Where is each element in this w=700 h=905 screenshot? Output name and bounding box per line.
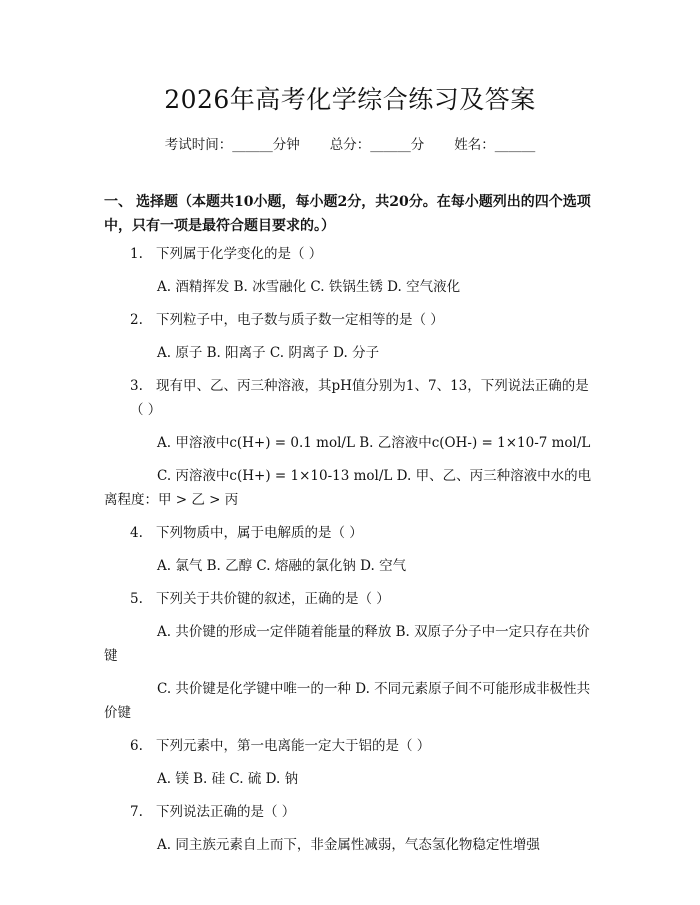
question-item xyxy=(104,308,598,332)
answer-options: A. 甲溶液中c(H+) = 0.1 mol/L B. 乙溶液中c(OH-) = 1×10-7 mol/L xyxy=(157,435,591,451)
question-item xyxy=(104,800,598,824)
answer-options: A. 氯气 B. 乙醇 C. 熔融的氯化钠 D. 空气 xyxy=(157,558,407,574)
question-item xyxy=(104,374,598,422)
question-text: 下列说法正确的是（ ） xyxy=(156,804,296,820)
question-text: 下列关于共价键的叙述，正确的是（ ） xyxy=(156,591,390,607)
section-heading xyxy=(104,190,604,238)
question-number: 7. xyxy=(130,804,143,820)
question-number: 4. xyxy=(130,525,143,541)
section-number: 一、 xyxy=(104,194,132,210)
question-text: 现有甲、乙、丙三种溶液，其pH值分别为1、7、13，下列说法正确的是（ ） xyxy=(130,378,589,418)
exam-time-field: 考试时间：______分钟 xyxy=(164,137,300,153)
answer-options: A. 同主族元素自上而下，非金属性减弱，气态氢化物稳定性增强 xyxy=(157,837,540,853)
question-item xyxy=(104,587,598,611)
question-number: 1. xyxy=(130,246,143,262)
answer-options: A. 共价键的形成一定伴随着能量的释放 B. 双原子分子中一定只存在共价键 xyxy=(104,624,590,664)
answer-options: A. 酒精挥发 B. 冰雪融化 C. 铁锅生锈 D. 空气液化 xyxy=(157,279,461,295)
question-text: 下列粒子中，电子数与质子数一定相等的是（ ） xyxy=(156,312,444,328)
question-item xyxy=(104,734,598,758)
question-item xyxy=(104,521,598,545)
question-list xyxy=(104,242,598,866)
question-text: 下列元素中，第一电离能一定大于铝的是（ ） xyxy=(156,738,431,754)
answer-options: C. 丙溶液中c(H+) = 1×10-13 mol/L D. 甲、乙、丙三种溶液中水的电离程度：甲 > 乙 > 丙 xyxy=(104,468,592,508)
question-number: 2. xyxy=(130,312,143,328)
question-number: 6. xyxy=(130,738,143,754)
document-title: 2026年高考化学综合练习及答案 xyxy=(164,85,536,114)
question-number: 3. xyxy=(130,378,143,394)
question-text: 下列属于化学变化的是（ ） xyxy=(156,246,323,262)
answer-options: C. 共价键是化学键中唯一的一种 D. 不同元素原子间不可能形成非极性共价键 xyxy=(104,681,591,721)
question-number: 5. xyxy=(130,591,143,607)
section-instructions: 选择题（本题共10小题，每小题2分，共20分。在每小题列出的四个选项中，只有一项是最符合题目要求的。） xyxy=(104,194,591,234)
name-field: 姓名：______ xyxy=(454,137,536,153)
exam-meta xyxy=(0,133,700,153)
answer-options: A. 镁 B. 硅 C. 硫 D. 钠 xyxy=(157,771,299,787)
total-score-field: 总分：______分 xyxy=(329,137,425,153)
question-item xyxy=(104,242,598,266)
answer-options: A. 原子 B. 阳离子 C. 阴离子 D. 分子 xyxy=(157,345,380,361)
question-text: 下列物质中，属于电解质的是（ ） xyxy=(156,525,363,541)
